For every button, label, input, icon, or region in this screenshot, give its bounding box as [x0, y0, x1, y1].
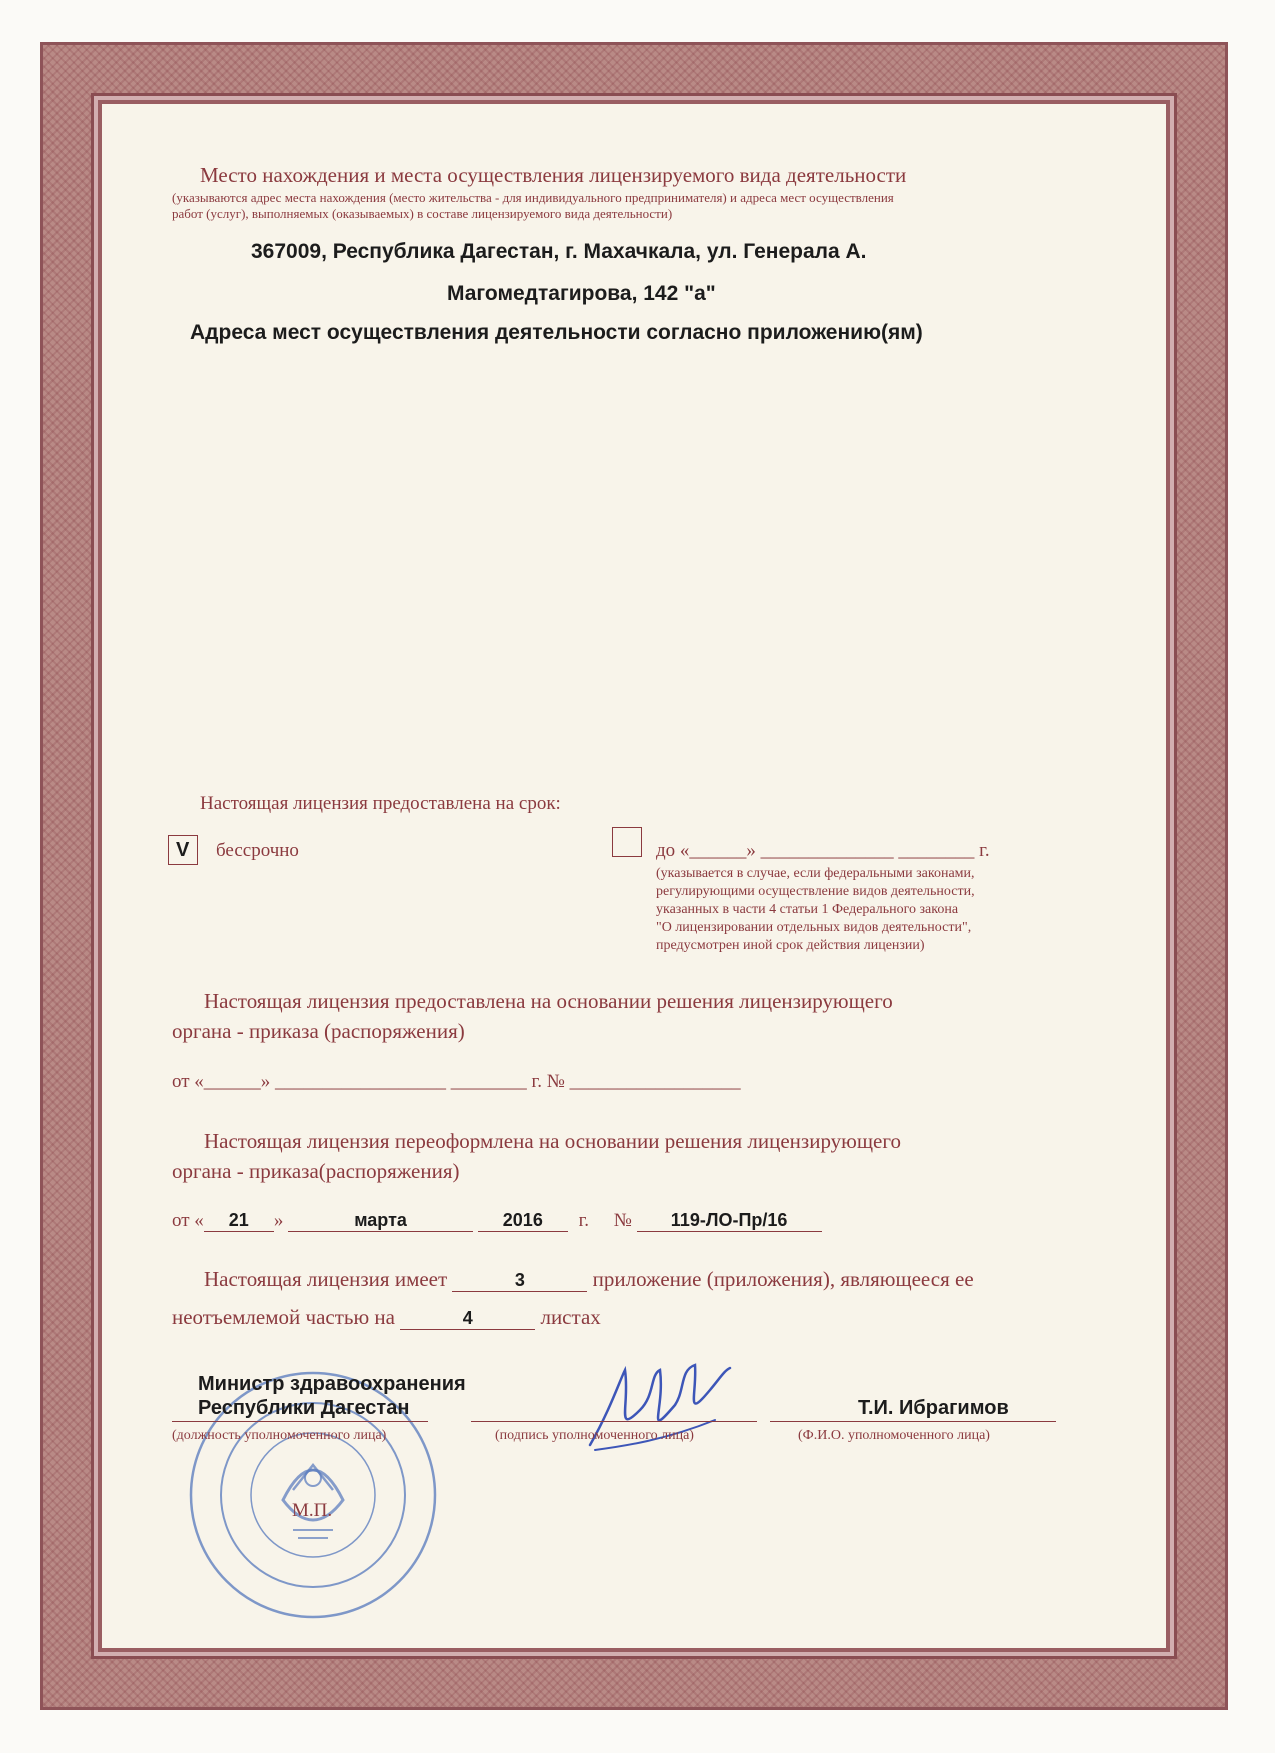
term-note-line: (указывается в случае, если федеральными законами,: [656, 866, 975, 881]
signer-position-line1: Министр здравоохранения: [198, 1373, 466, 1395]
reissue-date-line: [172, 1210, 822, 1232]
reissue-text-line2: органа - приказа(распоряжения): [172, 1159, 460, 1183]
until-date-checkbox[interactable]: [612, 827, 642, 857]
appendix-text-before: Настоящая лицензия имеет: [204, 1267, 448, 1291]
term-label: Настоящая лицензия предоставлена на срок:: [200, 793, 561, 814]
caption-position: (должность уполномоченного лица): [172, 1428, 387, 1443]
quote-close: »: [273, 1210, 284, 1231]
term-note-line: указанных в части 4 статьи 1 Федерального закона: [656, 902, 959, 917]
appendix-line: [204, 1267, 974, 1292]
title-hint-line2: работ (услуг), выполняемых (оказываемых) в составе лицензируемого вида деятельности): [172, 206, 673, 221]
reissue-day: 21: [204, 1210, 274, 1232]
page-title: Место нахождения и места осуществления лицензируемого вида деятельности: [200, 163, 907, 187]
reissue-text-line1: Настоящая лицензия переоформлена на основании решения лицензирующего: [204, 1129, 901, 1153]
reissue-number: 119-ЛО-Пр/16: [637, 1210, 822, 1232]
appendix-count: 3: [452, 1270, 587, 1292]
address-line3: Адреса мест осуществления деятельности согласно приложению(ям): [190, 321, 923, 344]
caption-name: (Ф.И.О. уполномоченного лица): [798, 1428, 990, 1443]
number-sign: №: [613, 1210, 632, 1231]
reissue-month: марта: [288, 1210, 473, 1232]
name-signature-line: [770, 1421, 1056, 1422]
basis-date-line: от «______» __________________ ________ г. № __________________: [172, 1071, 741, 1092]
sheets-line: [172, 1305, 601, 1330]
signer-position-line2: Республики Дагестан: [198, 1397, 410, 1419]
check-mark: V: [176, 839, 190, 861]
year-suffix: г.: [578, 1210, 589, 1231]
unlimited-label: бессрочно: [216, 840, 299, 861]
term-note-line: предусмотрен иной срок действия лицензии): [656, 938, 925, 953]
title-hint-line1: (указываются адрес места нахождения (место жительства - для индивидуального предпринимателя) и адреса мест осуществления: [172, 190, 894, 205]
address-line2: Магомедтагирова, 142 "а": [447, 282, 716, 305]
signer-name: Т.И. Ибрагимов: [858, 1397, 1009, 1419]
basis-text-line2: органа - приказа (распоряжения): [172, 1019, 465, 1043]
appendix-text-after: приложение (приложения), являющееся ее: [592, 1267, 974, 1291]
address-line1: 367009, Республика Дагестан, г. Махачкала, ул. Генерала А.: [251, 240, 867, 263]
until-date-line: до «______» ______________ ________ г.: [656, 840, 990, 861]
sheets-count: 4: [400, 1308, 535, 1330]
from-label: от «: [172, 1210, 204, 1231]
signature-line: [471, 1421, 757, 1422]
term-note-line: "О лицензировании отдельных видов деятельности",: [656, 920, 972, 935]
sheets-text-before: неотъемлемой частью на: [172, 1305, 395, 1329]
sheets-text-after: листах: [540, 1305, 601, 1329]
basis-text-line1: Настоящая лицензия предоставлена на основании решения лицензирующего: [204, 989, 893, 1013]
unlimited-checkbox[interactable]: [168, 835, 198, 865]
term-note-line: регулирующими осуществление видов деятельности,: [656, 884, 975, 899]
position-signature-line: [172, 1421, 428, 1422]
reissue-year: 2016: [478, 1210, 568, 1232]
stamp-place-label: М.П.: [292, 1500, 333, 1521]
caption-signature: (подпись уполномоченного лица): [495, 1428, 694, 1443]
